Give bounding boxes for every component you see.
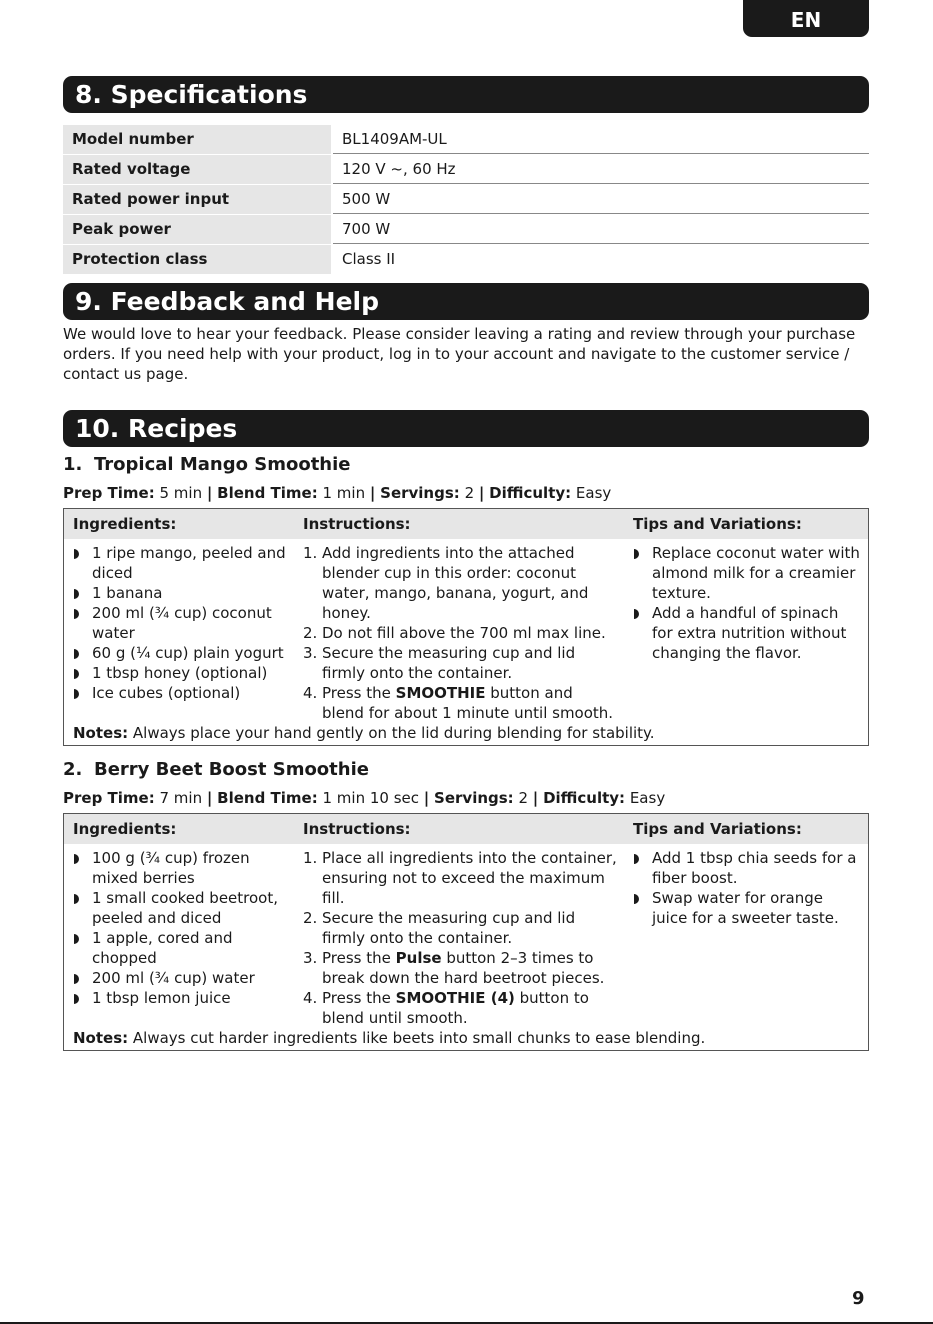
- tip-item: Swap water for orange juice for a sweeter taste.: [633, 888, 862, 928]
- tip-item: Add 1 tbsp chia seeds for a fiber boost.: [633, 848, 862, 888]
- prep-value: 5 min: [159, 484, 203, 502]
- meta-separator: |: [532, 789, 539, 807]
- notes-label: Notes:: [73, 1029, 129, 1047]
- tips-column: [624, 543, 868, 723]
- recipe-meta: [63, 483, 611, 503]
- spec-label: Peak power: [63, 215, 331, 244]
- recipe-table: [63, 508, 869, 746]
- tips-header: Tips and Variations:: [633, 515, 802, 533]
- ingredient-item: 1 tbsp honey (optional): [73, 663, 289, 683]
- recipe-name: Tropical Mango Smoothie: [94, 454, 351, 475]
- ingredients-header: Ingredients:: [73, 515, 177, 533]
- spec-value: Class II: [342, 250, 396, 268]
- tip-item: Add a handful of spinach for extra nutrition without changing the flavor.: [633, 603, 862, 663]
- language-tab: EN: [743, 0, 869, 37]
- recipe-table-header: [64, 509, 868, 539]
- blend-value: 1 min: [322, 484, 366, 502]
- blend-value: 1 min 10 sec: [322, 789, 419, 807]
- recipe-table-header: [64, 814, 868, 844]
- ingredients-column: [64, 848, 293, 1028]
- servings-label: Servings:: [380, 484, 460, 502]
- ingredient-item: 200 ml (¾ cup) coconut water: [73, 603, 289, 643]
- instructions-header: Instructions:: [303, 820, 411, 838]
- instruction-step: 4. Press the SMOOTHIE button and blend for about 1 minute until smooth.: [303, 684, 614, 722]
- meta-separator: |: [423, 789, 430, 807]
- blend-label: Blend Time:: [217, 789, 318, 807]
- feedback-heading: 9. Feedback and Help: [63, 283, 869, 320]
- prep-label: Prep Time:: [63, 789, 155, 807]
- difficulty-label: Difficulty:: [489, 484, 572, 502]
- meta-separator: |: [369, 484, 376, 502]
- tip-item: Replace coconut water with almond milk for a creamier texture.: [633, 543, 862, 603]
- recipe-number: 1.: [63, 454, 83, 475]
- instructions-column: [294, 848, 623, 1028]
- ingredient-item: 60 g (¼ cup) plain yogurt: [73, 643, 289, 663]
- spec-label: Rated voltage: [63, 155, 331, 184]
- recipe-name: Berry Beet Boost Smoothie: [94, 759, 369, 780]
- recipe-notes: [64, 1028, 868, 1050]
- notes-label: Notes:: [73, 724, 129, 742]
- ingredients-column: [64, 543, 293, 723]
- servings-value: 2: [518, 789, 529, 807]
- difficulty-value: Easy: [575, 484, 612, 502]
- servings-value: 2: [464, 484, 475, 502]
- spec-row: [63, 245, 869, 274]
- servings-label: Servings:: [434, 789, 514, 807]
- ingredient-item: 200 ml (¾ cup) water: [73, 968, 289, 988]
- instruction-step: 2. Secure the measuring cup and lid firmly onto the container.: [303, 909, 576, 947]
- meta-separator: |: [206, 789, 213, 807]
- recipe-notes: [64, 723, 868, 745]
- meta-separator: |: [206, 484, 213, 502]
- recipe-table-body: [64, 844, 868, 1028]
- spec-value: 500 W: [333, 185, 869, 214]
- specifications-table: [63, 125, 869, 275]
- ingredient-item: 1 apple, cored and chopped: [73, 928, 289, 968]
- ingredient-item: 100 g (¾ cup) frozen mixed berries: [73, 848, 289, 888]
- instruction-step: 4. Press the SMOOTHIE (4) button to blend until smooth.: [303, 989, 589, 1027]
- ingredient-item: 1 small cooked beetroot, peeled and diced: [73, 888, 289, 928]
- blend-label: Blend Time:: [217, 484, 318, 502]
- instruction-step: 1. Place all ingredients into the container, ensuring not to exceed the maximum fill.: [303, 849, 617, 907]
- instructions-column: [294, 543, 623, 723]
- ingredient-item: 1 ripe mango, peeled and diced: [73, 543, 289, 583]
- tips-header: Tips and Variations:: [633, 820, 802, 838]
- spec-row: [63, 125, 869, 154]
- difficulty-value: Easy: [629, 789, 666, 807]
- instruction-step: 3. Secure the measuring cup and lid firmly onto the container.: [303, 644, 576, 682]
- recipe-table: [63, 813, 869, 1051]
- page-number: 9: [852, 1288, 865, 1309]
- spec-row: [63, 155, 869, 184]
- meta-separator: |: [478, 484, 485, 502]
- instruction-step: 1. Add ingredients into the attached blender cup in this order: coconut water, mango, banana, yogurt, and honey.: [303, 544, 589, 622]
- ingredient-item: 1 tbsp lemon juice: [73, 988, 289, 1008]
- spec-label: Protection class: [63, 245, 331, 274]
- notes-text: Always cut harder ingredients like beets into small chunks to ease blending.: [128, 1029, 706, 1047]
- spec-row: [63, 185, 869, 214]
- spec-label: Rated power input: [63, 185, 331, 214]
- feedback-text: We would love to hear your feedback. Please consider leaving a rating and review through your purchase orders. If you need help with your product, log in to your account and navigate to the customer service / contact us page.: [63, 325, 856, 383]
- recipe-title: [63, 758, 369, 782]
- prep-label: Prep Time:: [63, 484, 155, 502]
- specifications-heading: 8. Specifications: [63, 76, 869, 113]
- instruction-step: 2. Do not fill above the 700 ml max line.: [303, 624, 606, 642]
- spec-value: 120 V ~, 60 Hz: [333, 155, 869, 184]
- notes-text: Always place your hand gently on the lid during blending for stability.: [128, 724, 655, 742]
- ingredient-item: 1 banana: [73, 583, 289, 603]
- instruction-step: 3. Press the Pulse button 2–3 times to break down the hard beetroot pieces.: [303, 949, 605, 987]
- ingredient-item: Ice cubes (optional): [73, 683, 289, 703]
- spec-value: 700 W: [333, 215, 869, 244]
- recipe-meta: [63, 788, 665, 808]
- spec-label: Model number: [63, 125, 331, 154]
- recipes-heading: 10. Recipes: [63, 410, 869, 447]
- recipe-number: 2.: [63, 759, 83, 780]
- tips-column: [624, 848, 868, 1028]
- spec-row: [63, 215, 869, 244]
- difficulty-label: Difficulty:: [543, 789, 626, 807]
- instructions-header: Instructions:: [303, 515, 411, 533]
- recipe-table-body: [64, 539, 868, 723]
- recipe-title: [63, 453, 351, 477]
- prep-value: 7 min: [159, 789, 203, 807]
- spec-value: BL1409AM-UL: [333, 125, 869, 154]
- ingredients-header: Ingredients:: [73, 820, 177, 838]
